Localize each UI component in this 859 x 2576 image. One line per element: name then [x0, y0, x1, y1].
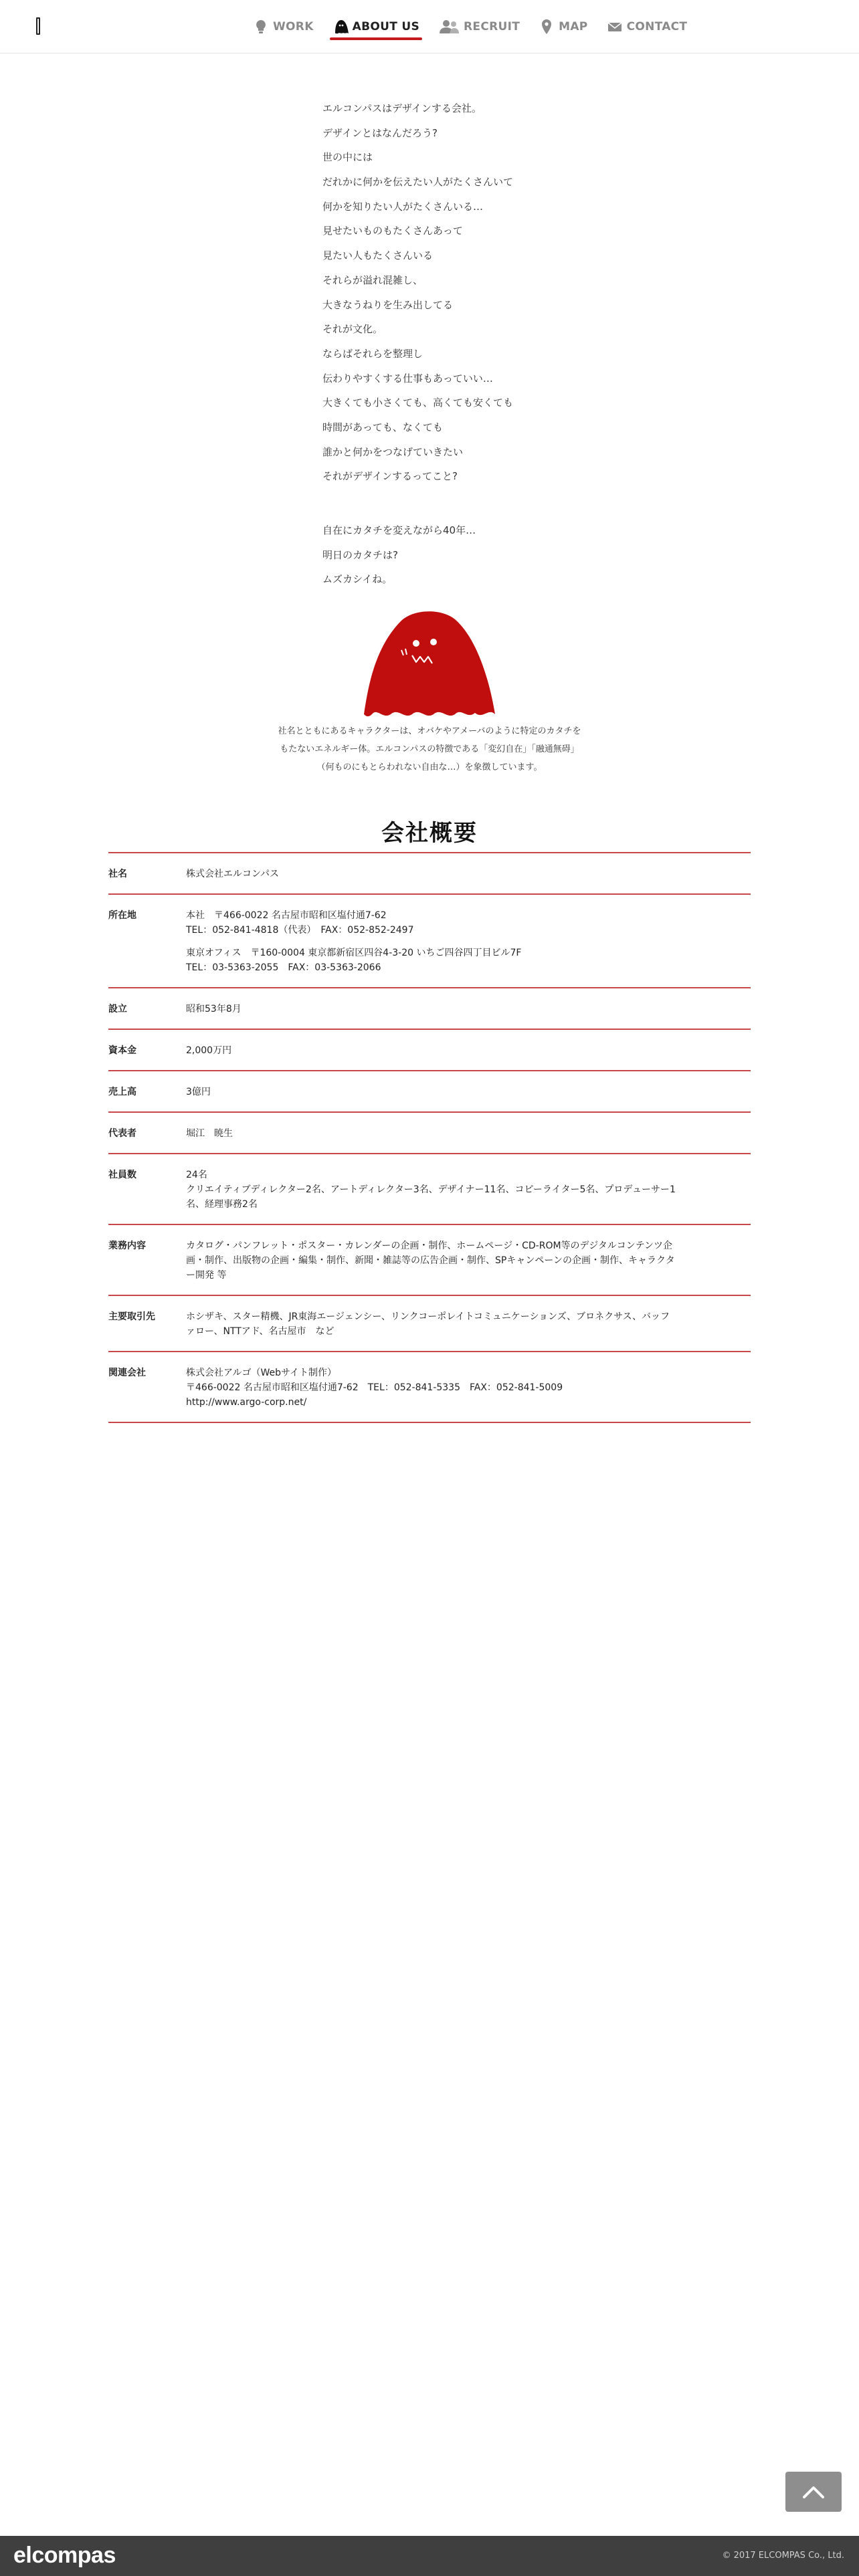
- intro-line: ムズカシイね。: [322, 573, 393, 586]
- caption-line: 社名とともにあるキャラクターは、オバケやアメーバのように特定のカタチを: [278, 726, 581, 736]
- row-text: ホシザキ、スター精機、JR東海エージェンシー、リンクコーポレイトコミュニケーションズ、ブロネクサス、バッフ: [186, 1311, 670, 1322]
- intro-line: 何かを知りたい人がたくさんいる…: [322, 200, 484, 213]
- company-overview-table: [108, 852, 751, 1423]
- nav-label: CONTACT: [626, 20, 688, 33]
- site-footer: [0, 2536, 859, 2576]
- table-row: [108, 1296, 751, 1352]
- back-to-top-button[interactable]: [785, 2472, 842, 2512]
- row-value: [186, 908, 751, 975]
- row-value: [186, 1043, 751, 1058]
- mascot-caption: [248, 722, 611, 776]
- row-text: カタログ・パンフレット・ポスター・カレンダーの企画・制作、ホームページ・CD-ROM等のデジタルコンテンツ企: [186, 1241, 673, 1251]
- row-text: 24名: [186, 1170, 207, 1180]
- nav-item-contact[interactable]: [600, 12, 694, 41]
- row-value: [186, 1126, 751, 1141]
- intro-text: [322, 96, 603, 592]
- row-value: [186, 1168, 751, 1212]
- table-row: [108, 895, 751, 988]
- nav-label: MAP: [559, 20, 588, 33]
- table-row: [108, 853, 751, 895]
- table-row: [108, 1225, 751, 1296]
- row-text: TEL：03-5363-2055 FAX：03-5363-2066: [186, 962, 381, 973]
- intro-line: それがデザインするってこと?: [322, 470, 458, 483]
- intro-line: 見たい人もたくさんいる: [322, 249, 434, 262]
- row-text: 画・制作、出版物の企画・編集・制作、新聞・雑誌等の広告企画・制作、SPキャンペーンの企画・制作、キャラクタ: [186, 1255, 675, 1266]
- row-value: [186, 1085, 751, 1099]
- intro-line: 大きくても小さくても、高くても安くても: [322, 397, 514, 409]
- chevron-up-icon: [800, 2484, 827, 2500]
- menu-icon[interactable]: [32, 15, 45, 37]
- intro-line: 大きなうねりを生み出してる: [322, 298, 454, 311]
- nav-label: WORK: [273, 20, 314, 33]
- table-row: [108, 1352, 751, 1423]
- row-value: [186, 1309, 751, 1339]
- nav-label: RECRUIT: [464, 20, 520, 33]
- row-label: 社名: [108, 869, 127, 879]
- table-row: [108, 1154, 751, 1225]
- intro-line: だれかに何かを伝えたい人がたくさんいて: [322, 176, 514, 189]
- nav-item-recruit[interactable]: [432, 12, 527, 41]
- intro-line: 世の中には: [322, 151, 373, 164]
- main-nav: [246, 12, 699, 41]
- intro-line: 時間があっても、なくても: [322, 421, 443, 433]
- row-text: 〒466-0022 名古屋市昭和区塩付通7-62 TEL：052-841-5335 FAX：052-841-5009: [186, 1382, 563, 1393]
- people-icon: [438, 19, 460, 35]
- copyright: © 2017 ELCOMPAS Co., Ltd.: [722, 2551, 844, 2561]
- row-text: 名、経理事務2名: [186, 1199, 258, 1210]
- mascot-character-icon: [361, 607, 498, 720]
- row-value: [186, 1239, 751, 1283]
- row-text: 株式会社アルゴ（Webサイト制作）: [186, 1368, 337, 1378]
- nav-label: ABOUT US: [352, 20, 420, 33]
- row-text: 東京オフィス 〒160-0004 東京都新宿区四谷4-3-20 いちご四谷四丁目ビル7F: [186, 948, 522, 958]
- row-label: 社員数: [108, 1170, 136, 1180]
- row-text: ー開発 等: [186, 1270, 227, 1281]
- table-row: [108, 1071, 751, 1113]
- table-row: [108, 988, 751, 1030]
- intro-line: 明日のカタチは?: [322, 548, 398, 561]
- row-label: 業務内容: [108, 1241, 146, 1251]
- caption-line: （何ものにもとらわれない自由な…）を象徴しています。: [316, 762, 543, 772]
- intro-line: ならばそれらを整理し: [322, 347, 423, 360]
- table-row: [108, 1030, 751, 1071]
- mascot-icon: [332, 19, 349, 35]
- table-row: [108, 1113, 751, 1154]
- nav-item-about-us[interactable]: [326, 12, 426, 41]
- row-value: [186, 1366, 751, 1410]
- row-label: 代表者: [108, 1128, 136, 1139]
- intro-line: デザインとはなんだろう?: [322, 126, 438, 139]
- row-text: クリエイティブディレクター2名、アートディレクター3名、デザイナー11名、コピーライター5名、プロデューサー1: [186, 1184, 676, 1195]
- row-label: 売上高: [108, 1087, 136, 1097]
- intro-line: それが文化。: [322, 323, 383, 336]
- footer-logo[interactable]: elcompas: [13, 2543, 116, 2568]
- map-pin-icon: [539, 19, 555, 35]
- section-title: 会社概要: [381, 820, 478, 847]
- row-label: 関連会社: [108, 1368, 146, 1378]
- row-text: 本社 〒466-0022 名古屋市昭和区塩付通7-62: [186, 910, 387, 921]
- related-company-link[interactable]: http://www.argo-corp.net/: [186, 1397, 307, 1408]
- row-text: 株式会社エルコンパス: [186, 869, 280, 879]
- mail-icon: [607, 19, 623, 35]
- caption-line: もたないエネルギー体。エルコンパスの特徴である「変幻自在」「融通無碍」: [280, 744, 579, 754]
- intro-line: 自在にカタチを変えながら40年…: [322, 524, 476, 536]
- row-label: 所在地: [108, 910, 136, 921]
- row-label: 設立: [108, 1004, 127, 1014]
- row-text: TEL：052-841-4818（代表） FAX：052-852-2497: [186, 925, 414, 936]
- row-text: ァロー、NTTアド、名古屋市 など: [186, 1326, 335, 1337]
- intro-line: 伝わりやすくする仕事もあっていい…: [322, 372, 493, 385]
- row-value: [186, 1002, 751, 1016]
- row-text: 堀江 暁生: [186, 1128, 233, 1139]
- row-value: [186, 867, 751, 881]
- nav-item-map[interactable]: [532, 12, 594, 41]
- row-text: 2,000万円: [186, 1045, 232, 1056]
- row-text: 昭和53年8月: [186, 1004, 242, 1014]
- intro-line: それらが溢れ混雑し、: [322, 274, 423, 286]
- nav-item-work[interactable]: [246, 12, 320, 41]
- intro-line: 見せたいものもたくさんあって: [322, 225, 463, 237]
- site-header: [0, 0, 859, 53]
- intro-line: 誰かと何かをつなげていきたい: [322, 445, 464, 458]
- row-label: 資本金: [108, 1045, 136, 1056]
- row-text: 3億円: [186, 1087, 211, 1097]
- intro-line: エルコンパスはデザインする会社。: [322, 102, 482, 114]
- lightbulb-icon: [253, 19, 269, 35]
- row-label: 主要取引先: [108, 1311, 155, 1322]
